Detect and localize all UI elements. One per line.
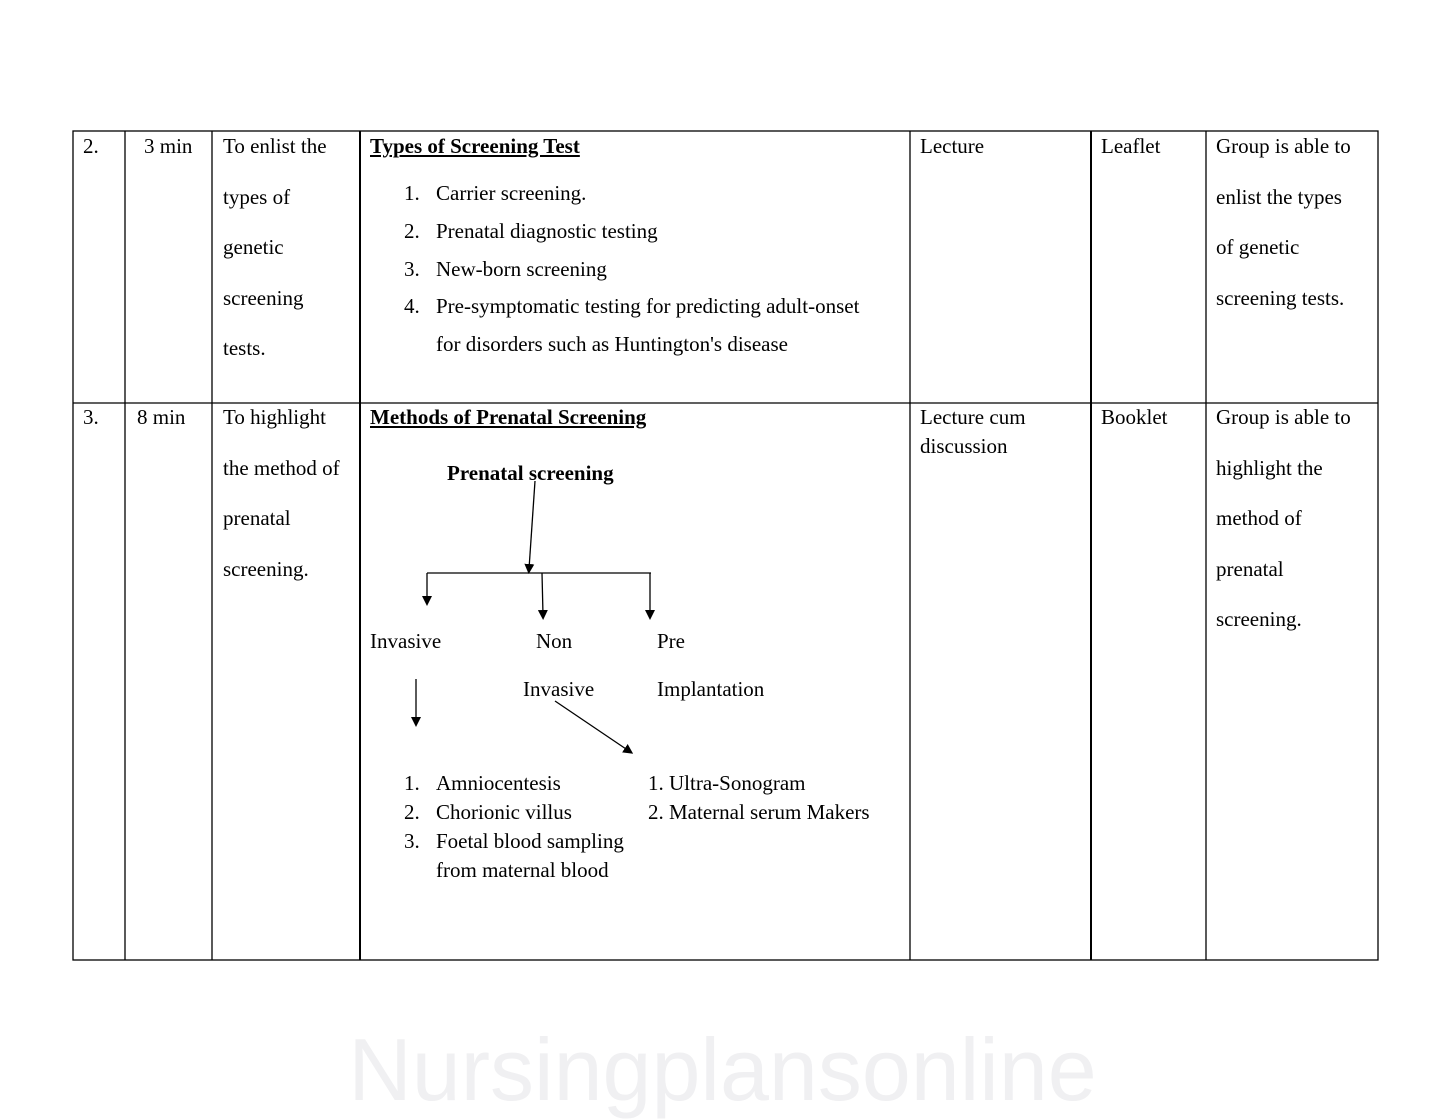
time-cell: 8 min (137, 405, 186, 429)
evaluation-cell: Group is able to enlist the types of genetic screening tests. (1216, 134, 1351, 310)
list-item: 3. Foetal blood sampling from maternal blood (404, 829, 624, 882)
list-item: 2. Prenatal diagnostic testing (404, 219, 658, 243)
av-aids-cell: Leaflet (1101, 134, 1161, 158)
diagram-branch-preimplantation-line1: Pre (657, 629, 685, 653)
objective-cell: To highlight the method of prenatal screening. (223, 405, 340, 581)
content-heading: Methods of Prenatal Screening (370, 405, 647, 429)
diagram-branch-invasive: Invasive (370, 629, 442, 653)
diagram-arrows (416, 481, 651, 751)
diagram-branch-preimplantation-line2: Implantation (657, 677, 765, 701)
objective-cell: To enlist the types of genetic screening tests. (223, 134, 327, 360)
list-item: 2. Maternal serum Makers (648, 800, 870, 824)
list-item: 1. Carrier screening. (404, 181, 587, 205)
noninvasive-arrow (542, 573, 543, 615)
diagram-root-label: Prenatal screening (447, 461, 614, 485)
list-item: 1. Ultra-Sonogram (648, 771, 806, 795)
time-cell: 3 min (144, 134, 193, 158)
diagram-branch-noninvasive-line1: Non (536, 629, 573, 653)
evaluation-cell: Group is able to highlight the method of prenatal screening. (1216, 405, 1351, 631)
noninvasive-diagonal-arrow (555, 701, 629, 751)
invasive-methods-list (370, 769, 624, 885)
screening-types-list (370, 181, 859, 363)
watermark: Nursingplansonline (348, 1020, 1097, 1119)
av-aids-cell: Booklet (1101, 405, 1168, 429)
root-arrow (529, 481, 535, 569)
content-heading: Types of Screening Test (370, 134, 580, 158)
list-item: 3. New-born screening (404, 257, 607, 281)
serial-number: 2. (83, 134, 99, 158)
serial-number: 3. (83, 405, 99, 429)
list-item: 4. Pre-symptomatic testing for predicting adult-onset for disorders such as Huntington's disease (404, 294, 860, 356)
noninvasive-methods-list (648, 769, 870, 827)
list-item: 1. Amniocentesis (404, 771, 561, 795)
method-cell: Lecture cum discussion (920, 405, 1026, 458)
diagram-branch-noninvasive-line2: Invasive (523, 677, 595, 701)
list-item: 2. Chorionic villus (404, 800, 572, 824)
method-cell: Lecture (920, 134, 985, 158)
